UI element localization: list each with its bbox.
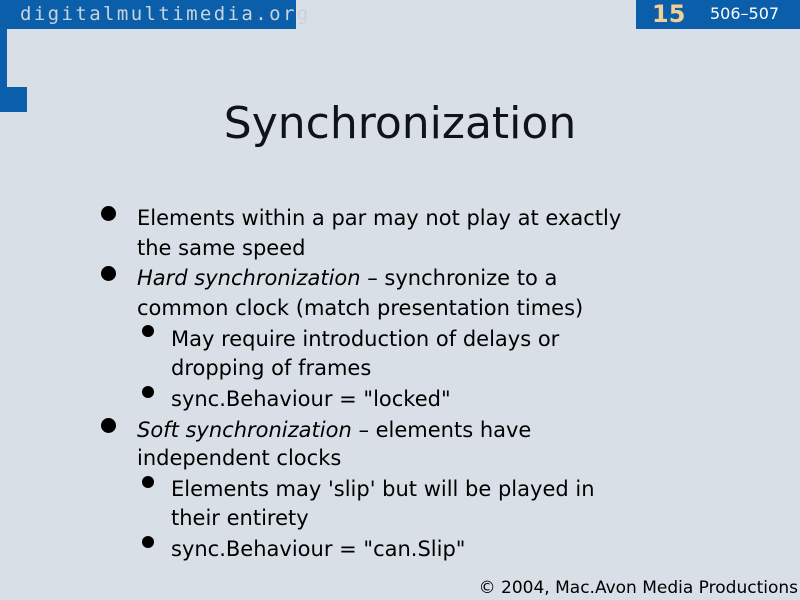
bullet-2-line-2: common clock (match presentation times) (137, 296, 584, 320)
bullet-dot-2 (101, 266, 116, 281)
bullet-dot-3 (101, 418, 116, 433)
copyright-notice: © 2004, Mac.Avon Media Productions (478, 578, 798, 598)
bullet-dot-1 (101, 206, 116, 221)
bullet-2-line-1 (137, 265, 557, 291)
slide-title: Synchronization (223, 98, 577, 149)
bullet-2-emphasis: Hard synchronization (137, 266, 361, 290)
bullet-3-line-1 (137, 417, 531, 443)
bullet-3-rest: – elements have (351, 418, 532, 442)
brand-logo-text: digitalmultimedia.org (20, 3, 311, 25)
bullet-1-line-2: the same speed (137, 236, 306, 260)
bullet-3-emphasis: Soft synchronization (137, 418, 352, 442)
sub-bullet-2-1-line-2: dropping of frames (171, 356, 372, 380)
sub-bullet-3-1-line-1: Elements may 'slip' but will be played in (171, 477, 595, 501)
sub-bullet-2-1-line-1: May require introduction of delays or (171, 327, 560, 351)
bullet-1-line-1: Elements within a par may not play at exactly (137, 206, 622, 230)
sub-bullet-dot-3-1 (142, 476, 154, 488)
sub-bullet-2-2-line-1: sync.Behaviour = "locked" (171, 387, 451, 411)
sub-bullet-dot-3-2 (142, 536, 154, 548)
bullet-3-line-2: independent clocks (137, 446, 342, 470)
sub-bullet-dot-2-1 (142, 325, 154, 337)
sub-bullet-dot-2-2 (142, 386, 154, 398)
chapter-number: 15 (652, 0, 686, 28)
sub-bullet-3-2-line-1: sync.Behaviour = "can.Slip" (171, 537, 466, 561)
bullet-2-rest: – synchronize to a (360, 266, 558, 290)
page-range: 506–507 (710, 4, 780, 23)
sub-bullet-3-1-line-2: their entirety (171, 506, 309, 530)
